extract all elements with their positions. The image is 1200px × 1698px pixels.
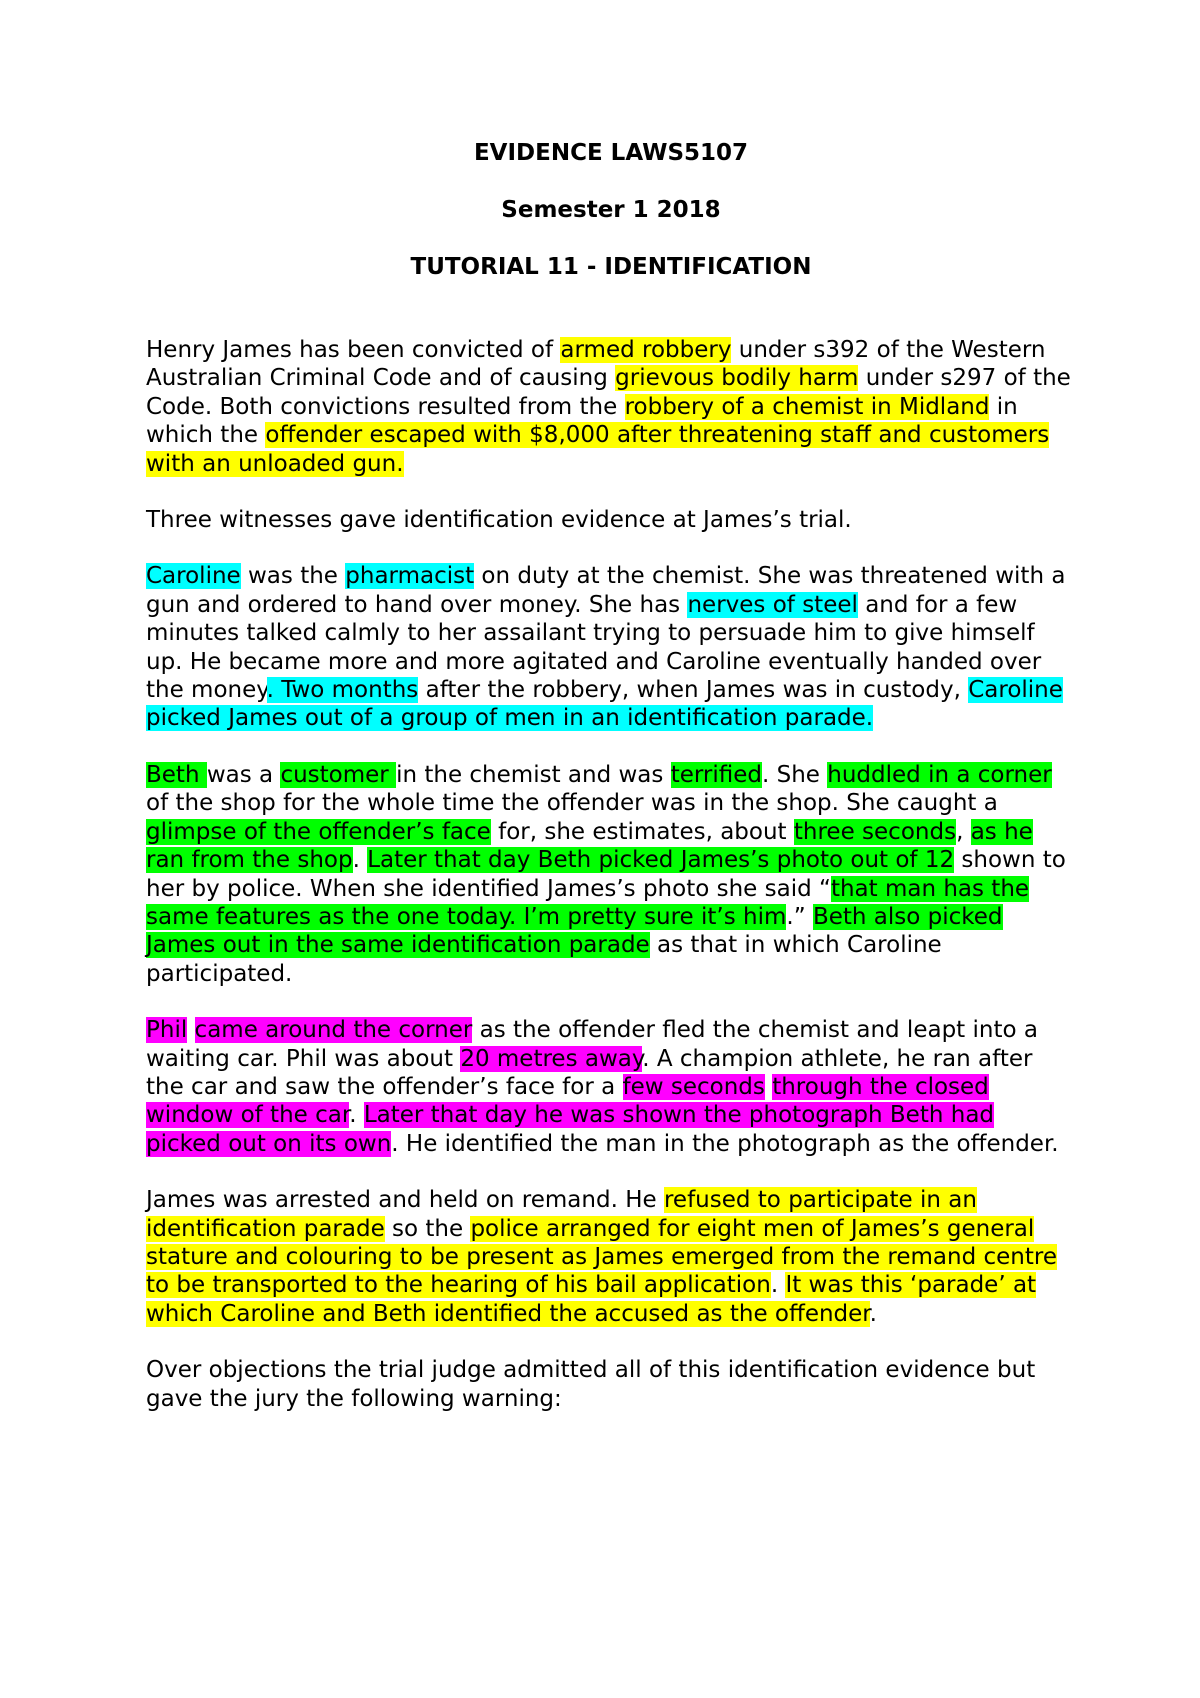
highlighted-text: 20 metres away (460, 1045, 643, 1072)
course-title: EVIDENCE LAWS5107 (473, 140, 749, 166)
highlighted-text: came around the corner (194, 1017, 473, 1044)
highlighted-text: armed robbery (560, 337, 732, 363)
text-run: . He identified the man in the photograph as the offender. (391, 1130, 1059, 1157)
paragraph-conviction (146, 336, 1076, 478)
text-run: on duty at the chemist. She was threatened with a gun and ordered to hand over money. She has (146, 563, 1066, 618)
text-run: . (869, 1300, 877, 1327)
tutorial-title: TUTORIAL 11 - IDENTIFICATION (410, 254, 812, 280)
text-run: . (352, 847, 368, 874)
highlighted-text: refused to participate in an identification parade (146, 1187, 977, 1242)
paragraph-beth (146, 761, 1076, 988)
text-run: . She (762, 761, 828, 788)
text-run: . (349, 1102, 364, 1129)
text-run: was the (240, 563, 346, 590)
paragraph-phil (146, 1016, 1076, 1158)
text-run: . A champion athlete, he ran after the car and saw the offender’s face for a (146, 1045, 1033, 1100)
text-run: of the shop for the whole time the offender was in the shop. She caught a (146, 790, 998, 817)
highlighted-text: as he ran from the shop (146, 818, 1033, 874)
highlighted-text: Beth (146, 761, 207, 788)
text-run: .” (786, 903, 813, 930)
text-run: James was arrested and held on remand. He (146, 1187, 664, 1214)
semester-title: Semester 1 2018 (501, 197, 721, 223)
highlighted-text: robbery of a chemist in Midland (624, 393, 990, 420)
highlighted-text: Caroline picked James out of a group of men in an identification parade. (146, 677, 1063, 732)
document-page (146, 138, 1076, 1441)
highlighted-text: glimpse of the offender’s face (146, 818, 491, 845)
highlighted-text: customer (280, 761, 397, 788)
highlighted-text: terrified (670, 761, 762, 788)
text-run: in which the (146, 393, 1018, 449)
text-run: Over objections the trial judge admitted all of this identification evidence but gave the jury the following warning: (146, 1357, 1036, 1412)
document-body (146, 336, 1076, 1413)
text-run: as the offender fled the chemist and leapt into a waiting car. Phil was about (146, 1017, 1038, 1072)
paragraph-caroline (146, 562, 1076, 732)
text-run: for, she estimates, about (490, 818, 794, 845)
text-run: . (770, 1272, 786, 1299)
highlighted-text: through the closed window of the car (146, 1073, 989, 1129)
text-run: so the (384, 1215, 471, 1242)
highlighted-text: Caroline (146, 563, 241, 590)
text-run: Three witnesses gave identification evidence at James’s trial. (146, 507, 852, 534)
text-run (187, 1017, 194, 1043)
highlighted-text: Later that day Beth picked James’s photo out of 12 (367, 847, 955, 874)
paragraph-warning (146, 1356, 1076, 1413)
text-run: under s392 of the Western Australian Criminal Code and of causing (146, 337, 1046, 392)
highlighted-text: It was this ‘parade’ at which Caroline and Beth identified the accused as the offender (146, 1272, 1037, 1327)
highlighted-text: police arranged for eight men of James’s general stature and colouring to be present as James emerged from the remand centre to be transported to the hearing of his bail application (146, 1215, 1057, 1299)
highlighted-text: huddled in a corner (827, 761, 1052, 788)
highlighted-text: that man has the same features as the one today. I’m pretty sure it’s him (146, 875, 1030, 930)
text-run: in the chemist and was (396, 761, 671, 788)
text-run: was a (206, 761, 281, 788)
text-run: under s297 of the Code. Both convictions resulted from the (146, 365, 1071, 420)
text-run: Henry James has been convicted of (146, 337, 561, 363)
highlighted-text: Phil (146, 1017, 188, 1044)
highlighted-text: grievous bodily harm (615, 365, 859, 392)
text-run: , (956, 818, 971, 845)
text-run: as that in which Caroline participated. (146, 932, 942, 987)
text-run: and for a few minutes talked calmly to her assailant trying to persuade him to give himself up. He became more and more agitated and Caroline eventually handed over the money (146, 591, 1042, 704)
highlighted-text: three seconds (793, 818, 957, 845)
highlighted-text: nerves of steel (687, 591, 858, 618)
highlighted-text: few seconds (622, 1073, 765, 1100)
paragraph-witnesses (146, 506, 1076, 534)
paragraph-arrest (146, 1186, 1076, 1328)
highlighted-text: Later that day he was shown the photograph Beth had picked out on its own (146, 1102, 995, 1157)
highlighted-text: . Two months (266, 677, 419, 704)
highlighted-text: offender escaped with $8,000 after threatening staff and customers with an unloaded gun. (146, 422, 1050, 477)
text-run: after the robbery, when James was in custody, (418, 677, 969, 704)
highlighted-text: pharmacist (345, 563, 475, 590)
highlighted-text: Beth also picked James out in the same identification parade (146, 903, 1003, 959)
text-run: shown to her by police. When she identified James’s photo she said “ (146, 847, 1066, 902)
